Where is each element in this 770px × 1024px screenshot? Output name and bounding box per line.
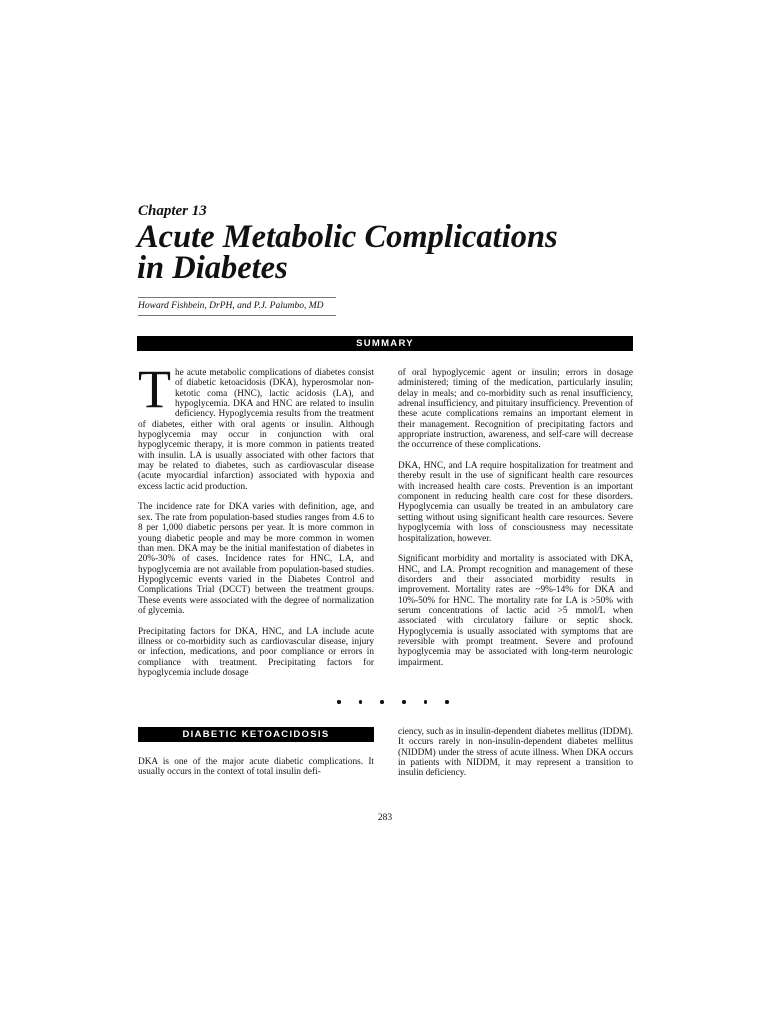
authors-rule-bottom <box>138 315 336 316</box>
title-line-2: in Diabetes <box>137 250 288 286</box>
summary-paragraph-3: Precipitating factors for DKA, HNC, and LA include acute illness or co-morbidity such as cardiovascular disease, injury or infection, medications, and poor compliance or errors in compliance with treatment. Precipitating factors for hypoglycemia include dosage <box>138 626 374 678</box>
page-number: 283 <box>377 813 393 823</box>
separator-dot <box>337 700 341 704</box>
chapter-title <box>137 219 657 286</box>
summary-paragraph-6: Significant morbidity and mortality is associated with DKA, HNC, and LA. Prompt recognition and management of these disorders and their associated morbidity results in improvement. Mortality rates are ~9%-14% for DKA and 10%-50% for HNC. The mortality rate for LA is >50% with serum concentrations of lactic acid >5 mmol/L when associated with circulatory failure or septic shock. Hypoglycemia is usually associated with symptoms that are reversible with prompt treatment. Severe and profound hypoglycemia may be associated with long-term neurologic impairment. <box>398 554 633 668</box>
summary-paragraph-1-text: he acute metabolic complications of diabetes consist of diabetic ketoacidosis (DKA), hyperosmolar non-ketotic coma (HNC), lactic acidosis (LA), and hypoglycemia. DKA and HNC are related to insulin deficiency. Hypoglycemia results from the treatment of diabetes, either with oral agents or insulin. Although hypoglycemia may occur in conjunction with oral hypoglycemic therapy, it is more common in patients treated with insulin. LA is usually associated with other factors that may be related to diabetes, such as cardiovascular disease (acute myocardial infarction) associated with hypoxia and excess lactic acid production. <box>138 368 374 492</box>
dka-paragraph-2: ciency, such as in insulin-dependent diabetes mellitus (IDDM). It occurs rarely in non-insulin-dependent diabetes mellitus (NIDDM) under the stress of acute illness. When DKA occurs in patients with NIDDM, it may represent a transition to insulin deficiency. <box>398 727 633 779</box>
authors-line: Howard Fishbein, DrPH, and P.J. Palumbo, MD <box>138 301 324 311</box>
summary-paragraph-4: of oral hypoglycemic agent or insulin; errors in dosage administered; timing of the medication, particularly insulin; delay in meals; and co-morbidity such as renal insufficiency, adrenal insufficiency, and pituitary insufficiency. Prevention of these acute complications remains an important element in their management. Recognition of precipitating factors and appropriate instruction, awareness, and self-care will decrease the occurrence of these complications. <box>398 368 633 451</box>
chapter-label: Chapter 13 <box>138 203 207 219</box>
summary-paragraph-2: The incidence rate for DKA varies with definition, age, and sex. The rate from population-based studies ranges from 4.6 to 8 per 1,000 diabetic persons per year. It is more common in young diabetic people and may be more common in women than men. DKA may be the initial manifestation of diabetes in 20%-30% of cases. Incidence rates for HNC, LA, and hypoglycemia are not available from population-based studies. Hypoglycemic events varied in the Diabetes Control and Complications Trial (DCCT) between the treatment groups. These events were associated with the degree of normalization of glycemia. <box>138 502 374 616</box>
summary-left-column <box>138 359 374 678</box>
summary-right-column <box>398 368 633 668</box>
separator-dot <box>424 700 428 704</box>
dka-left-column <box>138 757 374 778</box>
dka-right-column <box>398 727 633 779</box>
dka-paragraph-1: DKA is one of the major acute diabetic complications. It usually occurs in the context of total insulin defi- <box>138 757 374 778</box>
authors-rule-top <box>138 297 336 298</box>
separator-dot <box>359 700 363 704</box>
summary-paragraph-1 <box>138 359 374 492</box>
title-line-1: Acute Metabolic Complications <box>137 219 558 255</box>
summary-paragraph-5: DKA, HNC, and LA require hospitalization for treatment and thereby result in the use of significant health care resources with increased health care costs. Prevention is an important component in reducing health care cost for these disorders. Hypoglycemia can usually be treated in an ambulatory care setting without using significant health care resources. Severe hypoglycemia with loss of consciousness may necessitate hospitalization, however. <box>398 461 633 544</box>
separator-dot <box>402 700 406 704</box>
dka-heading: DIABETIC KETOACIDOSIS <box>138 727 374 742</box>
section-separator-dots <box>337 700 449 704</box>
drop-cap: T <box>138 359 171 419</box>
separator-dot <box>445 700 449 704</box>
separator-dot <box>380 700 384 704</box>
summary-heading: SUMMARY <box>137 336 633 351</box>
